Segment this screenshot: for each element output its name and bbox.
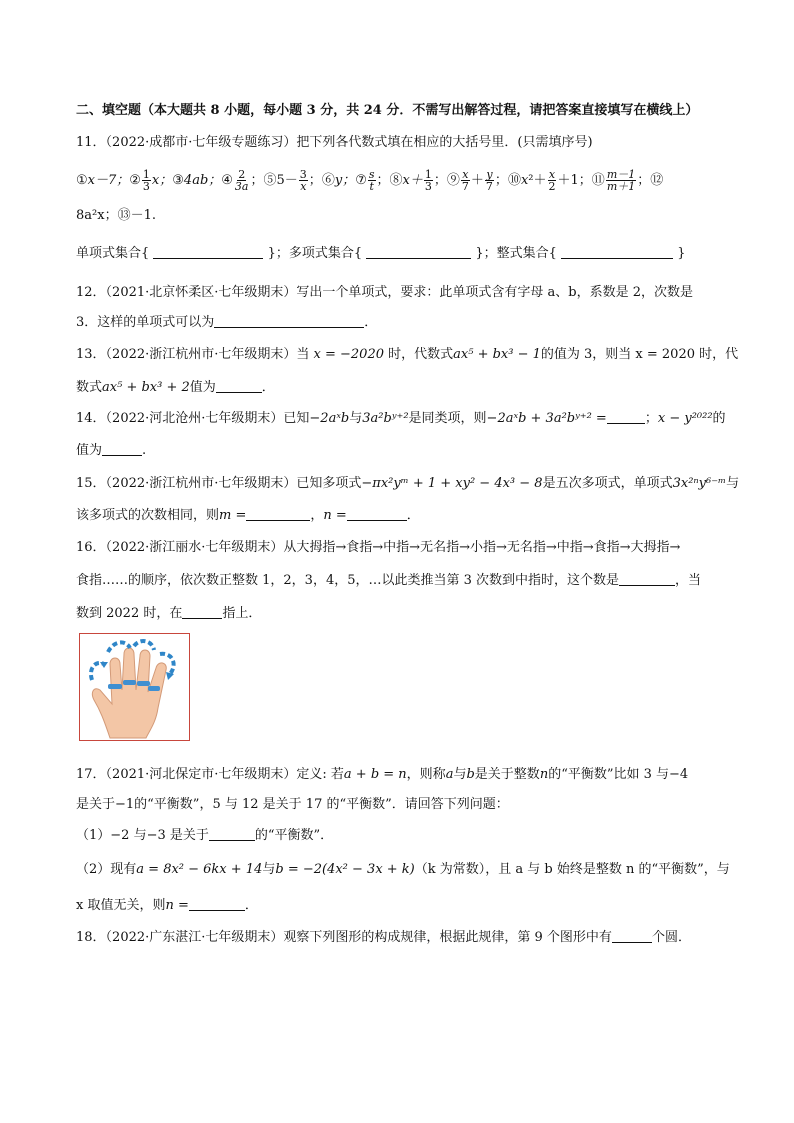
q17-sub3: x 取值无关，则n = ． <box>76 898 258 913</box>
answer-blank[interactable] <box>561 245 673 259</box>
q13-line2: 数式ax⁵ + bx³ + 2值为 ． <box>76 380 275 395</box>
answer-blank[interactable] <box>246 507 310 521</box>
arrow-icon <box>134 641 154 650</box>
q16-line1: 16．（2022·浙江丽水·七年级期末）从大拇指→食指→中指→无名指→小指→无名指→中指→食指→大拇指→ <box>76 540 681 555</box>
fraction: $\frac{1}{3}$ <box>142 168 150 193</box>
q11-sets: 单项式集合{ }；多项式集合{ }；整式集合{ } <box>76 246 686 261</box>
q11-stem: 11．（2022·成都市·七年级专题练习）把下列各代数式填在相应的大括号里．(只需填序号) <box>76 135 593 150</box>
arrow-icon <box>91 663 104 680</box>
answer-blank[interactable] <box>182 605 222 619</box>
answer-blank[interactable] <box>619 572 675 586</box>
fraction: $\frac{2}{3a}$ <box>234 168 249 193</box>
q11-items: ①x－7；② $\frac{1}{3}$ x；③4ab；④ $\frac{2}{3a}$ ；⑤5－ $\frac{3}{x}$ ；⑥y；⑦ $\frac{s}{t}$ ；⑧x＋ $\frac{1}{3}$ ；⑨ $\frac{x}{7}$ ＋ $\frac{y}{7}$ ；⑩x²＋ $\frac{x}{2}$ ＋1；⑪ $\frac{m-1}{m+1}$ ；⑫ <box>76 168 664 193</box>
q15-line2: 该多项式的次数相同，则m = ，n = ． <box>76 508 420 523</box>
q14-line1: 14．（2022·河北沧州·七年级期末）已知−2aˣb与3a²bʸ⁺²是同类项，则−2aˣb + 3a²bʸ⁺² = ；x − y²⁰²²的 <box>76 411 726 426</box>
q11-line2: 8a²x；⑬－1. <box>76 208 156 223</box>
hand-illustration <box>80 634 189 740</box>
answer-blank[interactable] <box>366 245 471 259</box>
section-title: 二、填空题（本大题共 8 小题，每小题 3 分，共 24 分．不需写出解答过程，请把答案直接填写在横线上） <box>76 103 699 118</box>
ring-marker <box>148 686 160 691</box>
answer-blank[interactable] <box>189 897 245 911</box>
answer-blank[interactable] <box>153 245 263 259</box>
q16-line2: 食指……的顺序，依次数正整数 1，2，3，4，5，…以此类推当第 3 次数到中指时，这个数是 ，当 <box>76 573 702 588</box>
answer-blank[interactable] <box>607 410 645 424</box>
answer-blank[interactable] <box>216 379 262 393</box>
fraction: $\frac{m-1}{m+1}$ <box>606 168 636 193</box>
q12-line2: 3．这样的单项式可以为 ． <box>76 315 378 330</box>
q15-line1: 15．（2022·浙江杭州市·七年级期末）已知多项式−πx²yᵐ + 1 + xy² − 4x³ − 8是五次多项式，单项式3x²ⁿy⁶⁻ᵐ与 <box>76 476 740 491</box>
answer-blank[interactable] <box>209 827 255 841</box>
hand-shape <box>92 648 166 738</box>
answer-blank[interactable] <box>102 442 142 456</box>
answer-blank[interactable] <box>612 929 652 943</box>
fraction: $\frac{x}{7}$ <box>461 168 469 193</box>
fraction: $\frac{s}{t}$ <box>368 168 375 193</box>
hand-figure <box>79 633 190 741</box>
q17-line1: 17．（2021·河北保定市·七年级期末）定义: 若a + b = n，则称a与b是关于整数n的“平衡数”比如 3 与−4 <box>76 767 689 782</box>
fraction: $\frac{3}{x}$ <box>299 168 307 193</box>
answer-blank[interactable] <box>347 507 407 521</box>
arrow-head-icon <box>100 662 108 668</box>
q17-sub2: （2）现有a = 8x² − 6kx + 14与b = −2(4x² − 3x + k)（k 为常数），且 a 与 b 始终是整数 n 的“平衡数”，与 <box>76 862 730 877</box>
ring-marker <box>123 680 136 685</box>
q17-line2: 是关于−1的“平衡数”，5 与 12 是关于 17 的“平衡数”．请回答下列问题： <box>76 797 509 812</box>
fraction: $\frac{y}{7}$ <box>485 168 493 193</box>
q12-line1: 12．（2021·北京怀柔区·七年级期末）写出一个单项式，要求：此单项式含有字母 a、b，系数是 2，次数是 <box>76 285 693 300</box>
ring-marker <box>137 681 150 686</box>
q13-line1: 13．（2022·浙江杭州市·七年级期末）当 x = −2020 时，代数式ax⁵ + bx³ − 1的值为 3，则当 x = 2020 时，代 <box>76 347 739 362</box>
answer-blank[interactable] <box>214 314 364 328</box>
q18-line1: 18．（2022·广东湛江·七年级期末）观察下列图形的构成规律，根据此规律，第 9 个图形中有 个圆． <box>76 930 691 945</box>
fraction: $\frac{x}{2}$ <box>548 168 556 193</box>
q16-line3: 数到 2022 时，在 指上． <box>76 606 262 621</box>
q17-sub1: （1）−2 与−3 是关于 的“平衡数”． <box>76 828 334 843</box>
ring-marker <box>108 684 122 689</box>
q14-line2: 值为 . <box>76 443 147 458</box>
fraction: $\frac{1}{3}$ <box>424 168 432 193</box>
